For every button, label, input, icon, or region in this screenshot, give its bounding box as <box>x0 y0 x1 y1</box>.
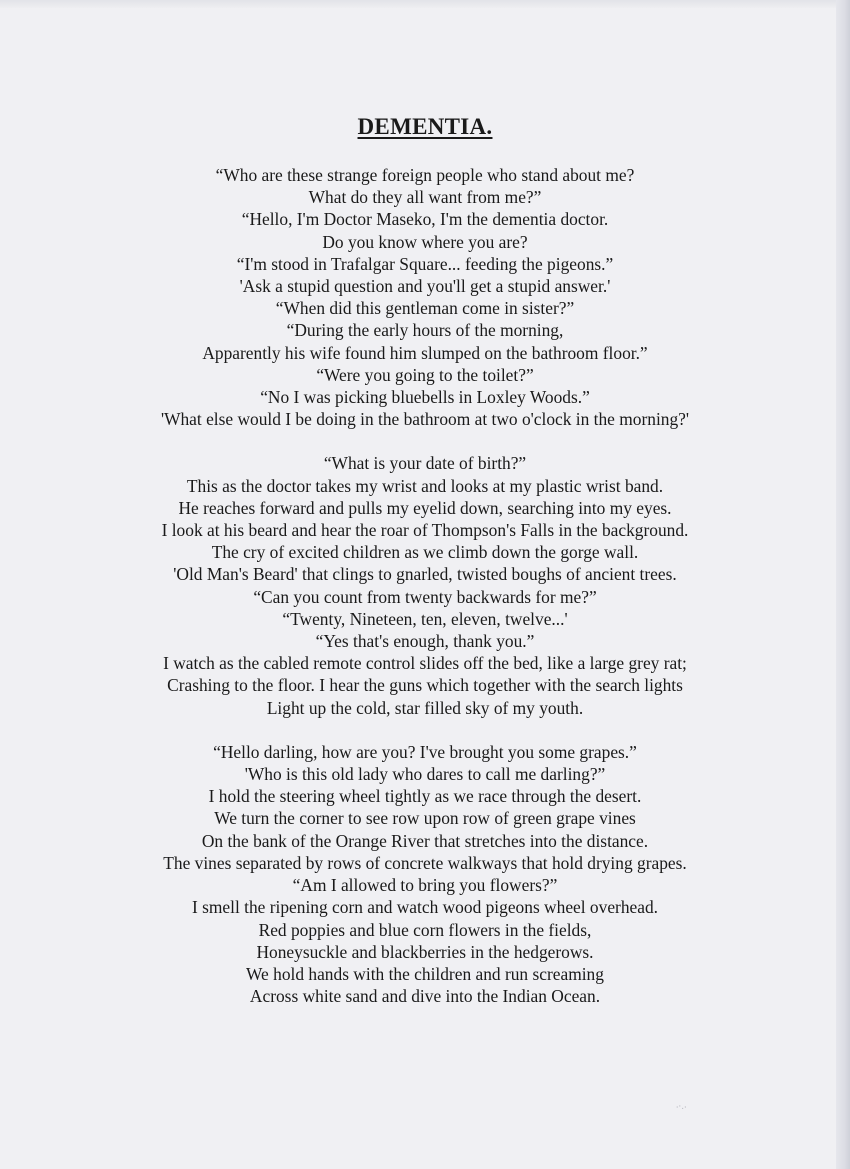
poem-line: We turn the corner to see row upon row of green grape vines <box>214 808 636 829</box>
poem-line: “I'm stood in Trafalgar Square... feeding the pigeons.” <box>236 253 614 274</box>
poem-line: 'Ask a stupid question and you'll get a stupid answer.' <box>239 276 611 297</box>
poem-line: This as the doctor takes my wrist and looks at my plastic wrist band. <box>186 475 664 496</box>
poem <box>0 112 850 1029</box>
poem-line: “Can you count from twenty backwards for me?” <box>253 586 597 607</box>
poem-line: We hold hands with the children and run screaming <box>246 963 604 984</box>
poem-line: The cry of excited children as we climb down the gorge wall. <box>211 542 639 563</box>
poem-line: I look at his beard and hear the roar of Thompson's Falls in the background. <box>161 520 689 541</box>
poem-line: Red poppies and blue corn flowers in the fields, <box>258 919 592 940</box>
poem-line: “Am I allowed to bring you flowers?” <box>292 875 558 896</box>
poem-line: “Hello, I'm Doctor Maseko, I'm the dementia doctor. <box>241 209 609 230</box>
poem-line: I hold the steering wheel tightly as we race through the desert. <box>208 786 642 807</box>
poem-line: Crashing to the floor. I hear the guns which together with the search lights <box>167 675 683 696</box>
poem-title: DEMENTIA. <box>357 114 493 139</box>
poem-line: “Yes that's enough, thank you.” <box>315 631 535 652</box>
poem-line: “Were you going to the toilet?” <box>316 364 534 385</box>
poem-line: 'Old Man's Beard' that clings to gnarled, twisted boughs of ancient trees. <box>173 564 677 585</box>
scan-top-shadow <box>0 0 850 8</box>
poem-line: “During the early hours of the morning, <box>286 320 564 341</box>
poem-line: He reaches forward and pulls my eyelid down, searching into my eyes. <box>178 497 672 518</box>
poem-line: “Who are these strange foreign people who stand about me? <box>215 165 635 185</box>
poem-line: “When did this gentleman come in sister?” <box>275 298 575 319</box>
stanza-2 <box>0 452 850 718</box>
scan-smudge: ⸳·.⸳ <box>676 1102 687 1112</box>
poem-line: I smell the ripening corn and watch wood pigeons wheel overhead. <box>191 897 659 918</box>
poem-line: What do they all want from me?” <box>308 187 542 208</box>
stanza-1 <box>0 164 850 430</box>
poem-line: “What is your date of birth?” <box>323 453 527 474</box>
poem-line: Honeysuckle and blackberries in the hedgerows. <box>256 941 594 962</box>
poem-line: On the bank of the Orange River that stretches into the distance. <box>201 830 649 851</box>
poem-line: “Twenty, Nineteen, ten, eleven, twelve...' <box>282 608 568 629</box>
poem-line: Do you know where you are? <box>322 231 528 252</box>
poem-line: Light up the cold, star filled sky of my youth. <box>266 697 584 718</box>
stanza-3 <box>0 741 850 1007</box>
poem-line: “Hello darling, how are you? I've brought you some grapes.” <box>213 741 637 762</box>
poem-line: Across white sand and dive into the Indian Ocean. <box>249 986 601 1007</box>
poem-line: 'Who is this old lady who dares to call me darling?” <box>244 764 606 785</box>
poem-line: I watch as the cabled remote control slides off the bed, like a large grey rat; <box>163 653 687 674</box>
poem-line: 'What else would I be doing in the bathroom at two o'clock in the morning?' <box>160 409 690 430</box>
poem-line: The vines separated by rows of concrete walkways that hold drying grapes. <box>163 852 687 873</box>
poem-line: Apparently his wife found him slumped on the bathroom floor.” <box>202 342 648 363</box>
poem-line: “No I was picking bluebells in Loxley Woods.” <box>260 387 590 408</box>
